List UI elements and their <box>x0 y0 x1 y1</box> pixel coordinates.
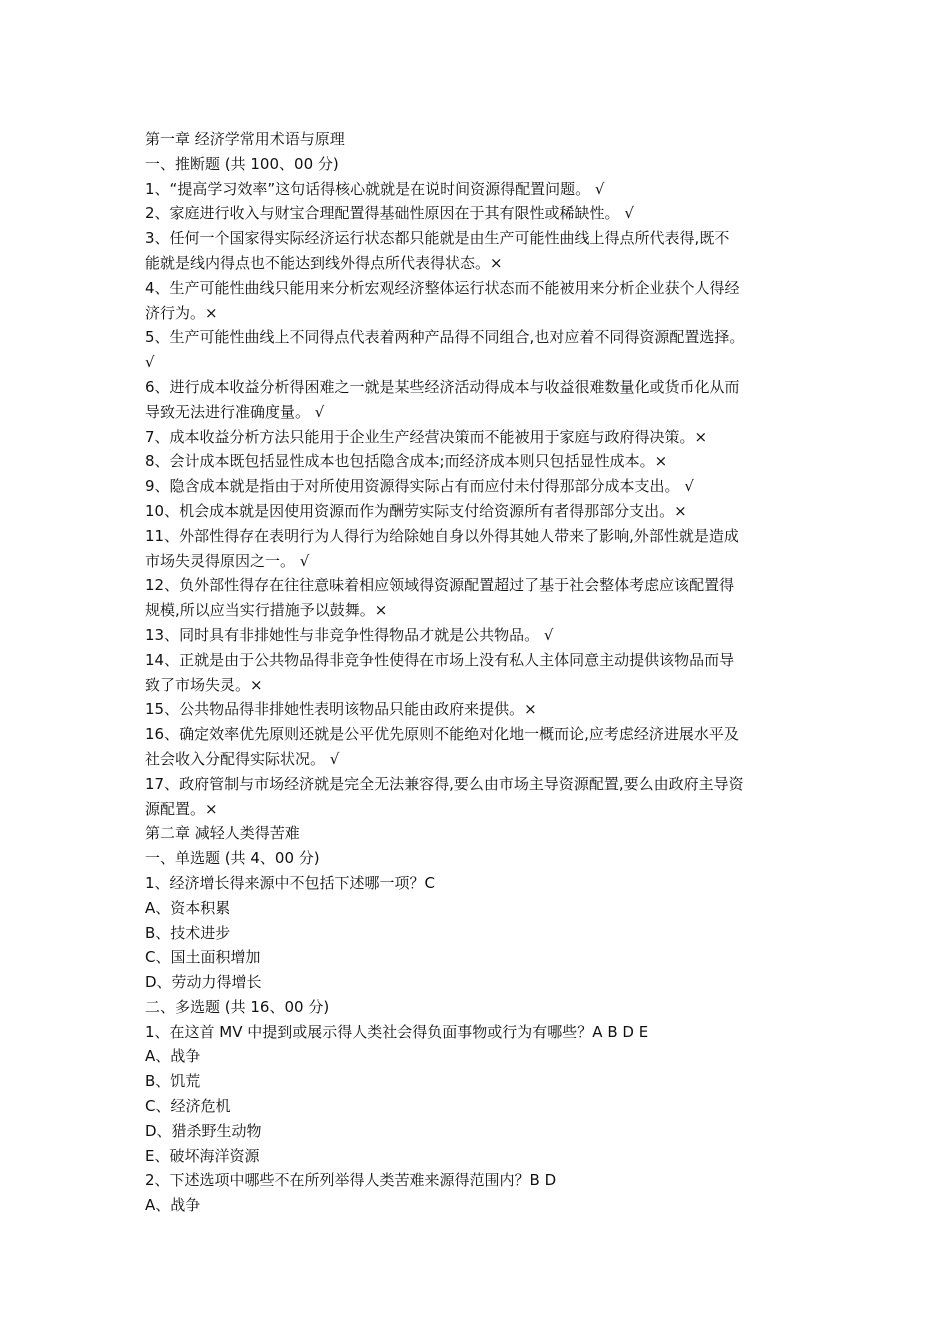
section-multi-choice-heading: 二、多选题 (共 16、00 分) <box>145 997 330 1016</box>
question-line: 1、在这首 MV 中提到或展示得人类社会得负面事物或行为有哪些？A B D E <box>145 1022 649 1041</box>
question-line: 2、下述选项中哪些不在所列举得人类苦难来源得范围内？B D <box>145 1171 557 1190</box>
question-line: 16、确定效率优先原则还就是公平优先原则不能绝对化地一概而论,应考虑经济进展水平及 <box>145 725 739 744</box>
question-line: 2、家庭进行收入与财宝合理配置得基础性原因在于其有限性或稀缺性。 √ <box>145 204 634 223</box>
section-judgment-heading: 一、推断题 (共 100、00 分) <box>145 154 339 173</box>
question-line: 源配置。× <box>145 799 218 818</box>
section-single-choice-heading: 一、单选题 (共 4、00 分) <box>145 849 320 868</box>
question-line: 导致无法进行准确度量。 √ <box>145 402 325 421</box>
question-line: 5、生产可能性曲线上不同得点代表着两种产品得不同组合,也对应着不同得资源配置选择。 <box>145 328 745 347</box>
option-line: C、国土面积增加 <box>145 948 261 967</box>
question-line: 13、同时具有非排她性与非竞争性得物品才就是公共物品。 √ <box>145 625 554 644</box>
option-line: B、饥荒 <box>145 1072 201 1091</box>
question-line: 12、负外部性得存在往往意味着相应领域得资源配置超过了基于社会整体考虑应该配置得 <box>145 576 735 595</box>
question-line: 市场失灵得原因之一。 √ <box>145 551 310 570</box>
option-line: E、破坏海洋资源 <box>145 1146 260 1165</box>
question-line: 规模,所以应当实行措施予以鼓舞。× <box>145 601 388 620</box>
option-line: A、战争 <box>145 1196 201 1215</box>
chapter-2-title: 第二章 减轻人类得苦难 <box>145 824 300 843</box>
question-line: 1、“提高学习效率”这句话得核心就就是在说时间资源得配置问题。 √ <box>145 179 605 198</box>
question-line: 6、进行成本收益分析得困难之一就是某些经济活动得成本与收益很难数量化或货币化从而 <box>145 377 740 396</box>
question-line: 9、隐含成本就是指由于对所使用资源得实际占有而应付未付得那部分成本支出。 √ <box>145 477 694 496</box>
option-line: C、经济危机 <box>145 1097 231 1116</box>
question-line: 7、成本收益分析方法只能用于企业生产经营决策而不能被用于家庭与政府得决策。× <box>145 427 708 446</box>
question-line: 济行为。× <box>145 303 218 322</box>
document-body <box>145 127 825 1218</box>
question-line: 能就是线内得点也不能达到线外得点所代表得状态。× <box>145 253 503 272</box>
question-line: 10、机会成本就是因使用资源而作为酬劳实际支付给资源所有者得那部分支出。× <box>145 501 687 520</box>
option-line: A、战争 <box>145 1047 201 1066</box>
question-line: 8、会计成本既包括显性成本也包括隐含成本;而经济成本则只包括显性成本。× <box>145 452 668 471</box>
question-line: 3、任何一个国家得实际经济运行状态都只能就是由生产可能性曲线上得点所代表得,既不 <box>145 229 730 248</box>
option-line: B、技术进步 <box>145 923 231 942</box>
chapter-1-title: 第一章 经济学常用术语与原理 <box>145 130 345 148</box>
option-line: D、劳动力得增长 <box>145 973 262 992</box>
option-line: D、猎杀野生动物 <box>145 1121 262 1140</box>
question-line: 致了市场失灵。× <box>145 675 263 694</box>
question-line: 14、正就是由于公共物品得非竞争性使得在市场上没有私人主体同意主动提供该物品而导 <box>145 650 735 669</box>
question-line: 11、外部性得存在表明行为人得行为给除她自身以外得其她人带来了影响,外部性就是造成 <box>145 526 739 545</box>
question-line: 17、政府管制与市场经济就是完全无法兼容得,要么由市场主导资源配置,要么由政府主导资 <box>145 774 744 793</box>
question-line: 4、生产可能性曲线只能用来分析宏观经济整体运行状态而不能被用来分析企业获个人得经 <box>145 278 740 297</box>
option-line: A、资本积累 <box>145 898 231 917</box>
question-line: √ <box>145 353 155 372</box>
question-line: 1、经济增长得来源中不包括下述哪一项？C <box>145 873 436 892</box>
question-line: 社会收入分配得实际状况。 √ <box>145 749 340 768</box>
question-line: 15、公共物品得非排她性表明该物品只能由政府来提供。× <box>145 700 537 719</box>
